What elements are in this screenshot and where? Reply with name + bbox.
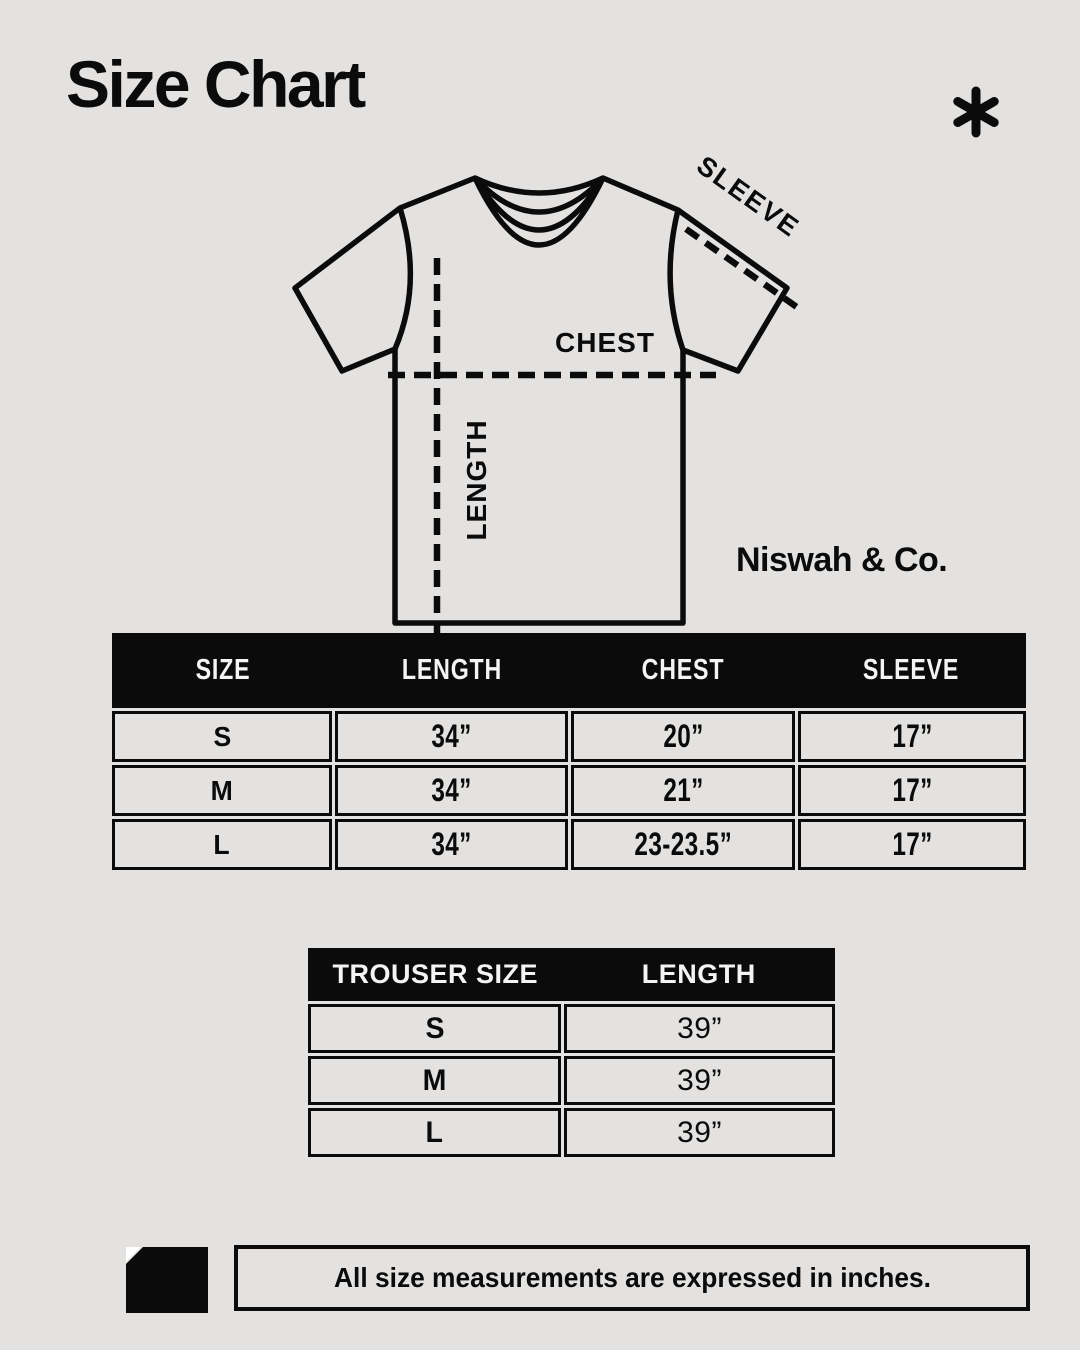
- table-cell: S: [308, 1004, 561, 1053]
- column-header: LENGTH: [641, 959, 756, 989]
- column-header: TROUSER SIZE: [332, 959, 539, 989]
- table-cell: 17”: [798, 765, 1026, 816]
- folded-corner-square-icon: [126, 1247, 208, 1313]
- measurement-note-text: All size measurements are expressed in inches.: [333, 1262, 931, 1293]
- sleeve-label: SLEEVE: [691, 150, 806, 244]
- table-cell: 34”: [335, 819, 569, 870]
- trouser-table-header: [308, 948, 835, 1001]
- table-cell: L: [112, 819, 332, 870]
- column-header: CHEST: [641, 654, 725, 686]
- table-cell: 21”: [571, 765, 795, 816]
- table-cell: 20”: [571, 711, 795, 762]
- measurement-note-box: [234, 1245, 1030, 1311]
- table-cell: 39”: [564, 1004, 835, 1053]
- length-label: LENGTH: [461, 419, 492, 541]
- table-cell: 34”: [335, 765, 569, 816]
- column-header: SLEEVE: [862, 654, 960, 686]
- chest-label: CHEST: [555, 327, 655, 358]
- table-cell: 39”: [564, 1056, 835, 1105]
- table-cell: 34”: [335, 711, 569, 762]
- page-title: Size Chart: [66, 47, 364, 121]
- table-cell: 39”: [564, 1108, 835, 1157]
- shirt-size-table: [112, 633, 1026, 870]
- table-cell: M: [308, 1056, 561, 1105]
- table-cell: M: [112, 765, 332, 816]
- table-cell: 23-23.5”: [571, 819, 795, 870]
- trouser-table-body: [308, 1004, 835, 1157]
- table-cell: L: [308, 1108, 561, 1157]
- table-cell: 17”: [798, 819, 1026, 870]
- trouser-size-table: [308, 948, 835, 1157]
- brand-text: Niswah & Co.: [736, 541, 948, 579]
- shirt-size-table-header: [112, 633, 1026, 708]
- table-cell: 17”: [798, 711, 1026, 762]
- column-header: LENGTH: [401, 654, 503, 686]
- shirt-size-table-body: [112, 711, 1026, 870]
- column-header: SIZE: [195, 654, 251, 686]
- table-cell: S: [112, 711, 332, 762]
